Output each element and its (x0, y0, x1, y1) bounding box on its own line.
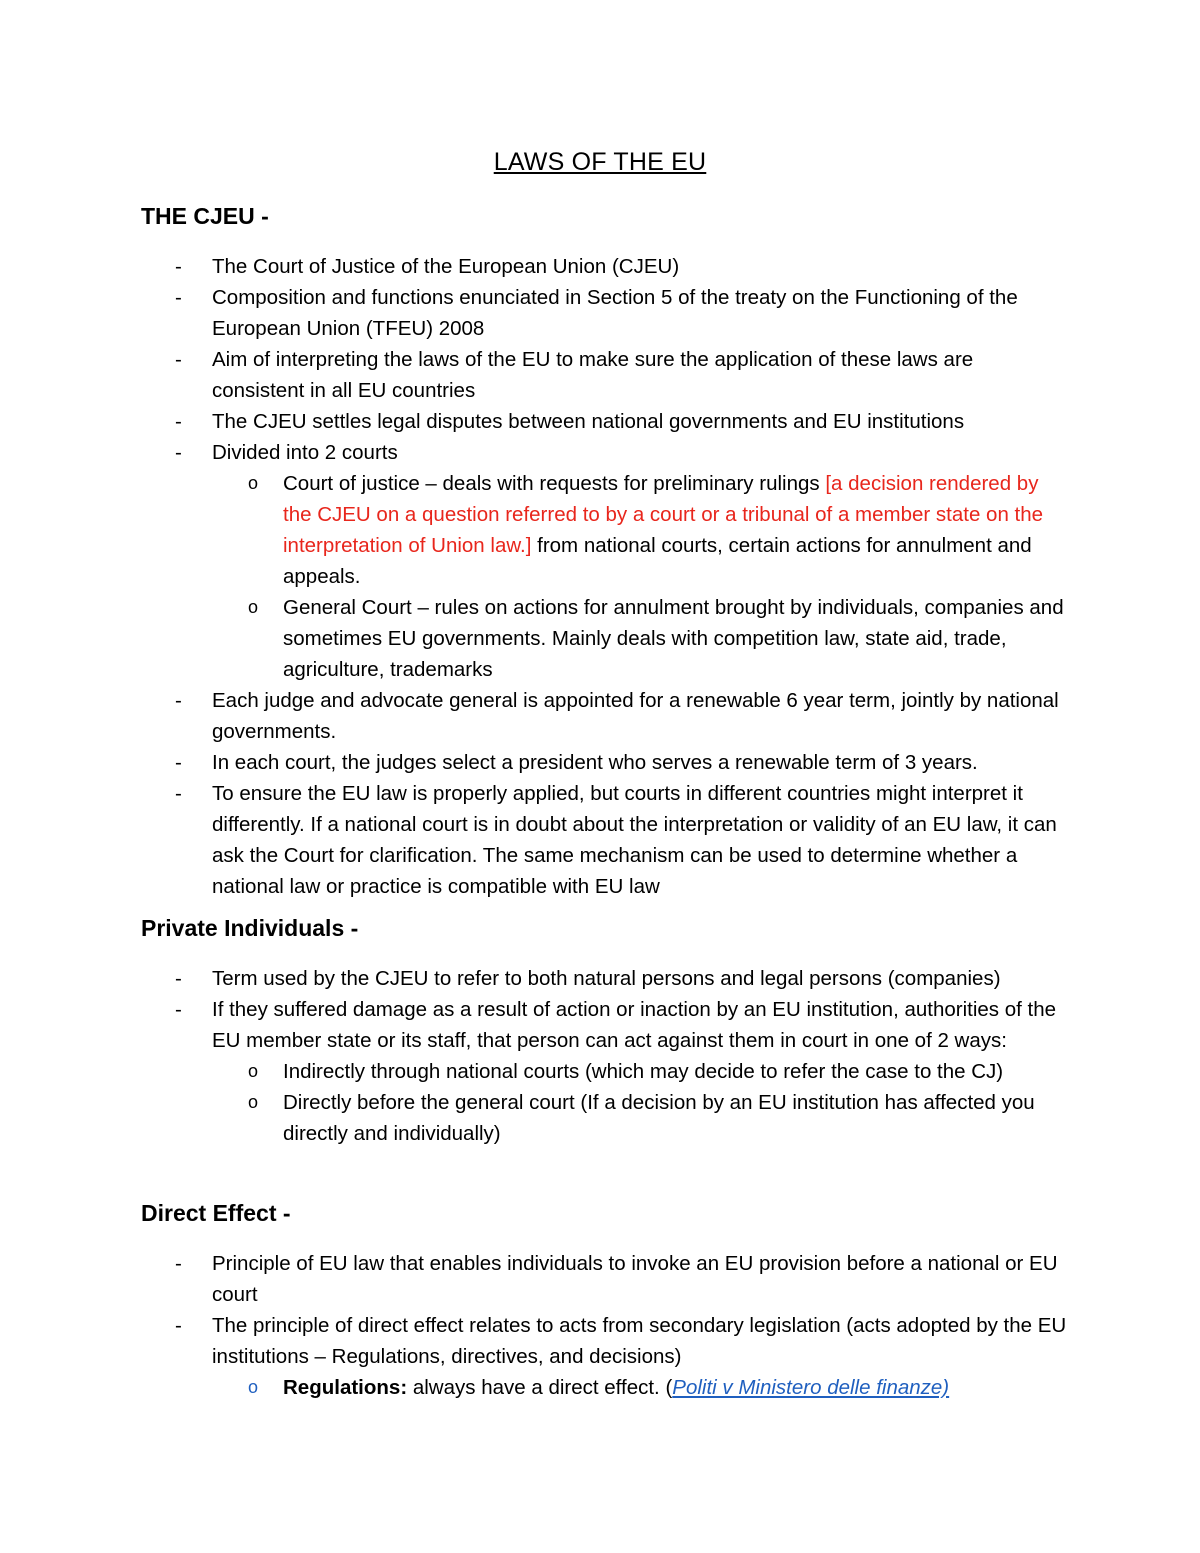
sub-list-item (141, 468, 1071, 592)
sub-list-item (141, 1056, 1071, 1087)
dash-bullet-icon: - (175, 967, 182, 990)
cjeu-bullet-list (141, 251, 1071, 902)
regulations-label: Regulations: (283, 1376, 408, 1399)
dash-bullet-icon: - (175, 286, 182, 309)
section-heading-direct-effect: Direct Effect - (141, 1200, 291, 1226)
list-item-text: In each court, the judges select a president who serves a renewable term of 3 years. (212, 751, 978, 774)
circle-bullet-icon: o (248, 1377, 259, 1397)
dash-bullet-icon: - (175, 782, 182, 805)
dash-bullet-icon: - (175, 1314, 182, 1337)
list-item-text: The principle of direct effect relates to acts from secondary legislation (acts adopted by the EU institutions – Regulations, directives, and decisions) (212, 1314, 1067, 1368)
preliminary-ruling-definition: [a decision rendered by the CJEU on a question referred to by a court or a tribunal of a member state on the interpretation of Union law.] (283, 472, 1044, 557)
list-item (141, 778, 1071, 902)
document-title: LAWS OF THE EU (493, 148, 707, 176)
list-item (141, 1310, 1071, 1372)
list-item-text: Each judge and advocate general is appointed for a renewable 6 year term, jointly by national governments. (212, 689, 1059, 743)
sub-item-text: Indirectly through national courts (which may decide to refer the case to the CJ) (283, 1060, 1004, 1083)
list-item (141, 994, 1071, 1056)
sub-list-item (141, 1087, 1071, 1149)
list-item-text: The CJEU settles legal disputes between national governments and EU institutions (212, 410, 965, 433)
private-bullet-list (141, 963, 1071, 1149)
sub-item-text: Court of justice – deals with requests for preliminary rulings (283, 472, 826, 495)
direct-effect-bullet-list (141, 1248, 1071, 1403)
dash-bullet-icon: - (175, 255, 182, 278)
sub-item-text-continued: from national courts, certain actions for annulment and appeals. (283, 534, 1032, 588)
section-heading-private-individuals: Private Individuals - (141, 915, 359, 941)
dash-bullet-icon: - (175, 689, 182, 712)
sub-item-text: Directly before the general court (If a decision by an EU institution has affected you directly and individually) (283, 1091, 1035, 1145)
circle-bullet-icon: o (248, 597, 259, 617)
list-item (141, 1248, 1071, 1310)
section-heading-cjeu: THE CJEU - (141, 203, 269, 229)
list-item (141, 685, 1071, 747)
list-item (141, 437, 1071, 468)
circle-bullet-icon: o (248, 473, 259, 493)
circle-bullet-icon: o (248, 1092, 259, 1112)
case-citation-link[interactable]: Politi v Ministero delle finanze) (672, 1376, 950, 1399)
list-item (141, 282, 1071, 344)
sub-item-text: General Court – rules on actions for annulment brought by individuals, companies and sometimes EU governments. Mainly deals with competition law, state aid, trade, agriculture, trademarks (283, 596, 1064, 681)
list-item-text: Composition and functions enunciated in Section 5 of the treaty on the Functioning of the European Union (TFEU) 2008 (212, 286, 1018, 340)
list-item-text: Divided into 2 courts (212, 441, 398, 464)
dash-bullet-icon: - (175, 441, 182, 464)
sub-item-text: always have a direct effect. ( (407, 1376, 673, 1399)
dash-bullet-icon: - (175, 1252, 182, 1275)
list-item-text: Principle of EU law that enables individuals to invoke an EU provision before a national or EU court (212, 1252, 1058, 1306)
list-item-text: Aim of interpreting the laws of the EU to make sure the application of these laws are consistent in all EU countries (212, 348, 974, 402)
list-item (141, 251, 1071, 282)
circle-bullet-icon: o (248, 1061, 259, 1081)
dash-bullet-icon: - (175, 348, 182, 371)
dash-bullet-icon: - (175, 751, 182, 774)
list-item-text: To ensure the EU law is properly applied, but courts in different countries might interpret it differently. If a national court is in doubt about the interpretation or validity of an EU law, it can ask the Court for clarification. The same mechanism can be used to determine whether a national law or practice is compatible with EU law (212, 782, 1057, 898)
sub-list-item (141, 1372, 1071, 1403)
list-item-text: If they suffered damage as a result of action or inaction by an EU institution, authorities of the EU member state or its staff, that person can act against them in court in one of 2 ways: (212, 998, 1057, 1052)
dash-bullet-icon: - (175, 410, 182, 433)
list-item (141, 963, 1071, 994)
list-item (141, 344, 1071, 406)
list-item-text: The Court of Justice of the European Union (CJEU) (212, 255, 680, 278)
sub-list-item (141, 592, 1071, 685)
list-item (141, 747, 1071, 778)
list-item (141, 406, 1071, 437)
list-item-text: Term used by the CJEU to refer to both natural persons and legal persons (companies) (212, 967, 1001, 990)
dash-bullet-icon: - (175, 998, 182, 1021)
